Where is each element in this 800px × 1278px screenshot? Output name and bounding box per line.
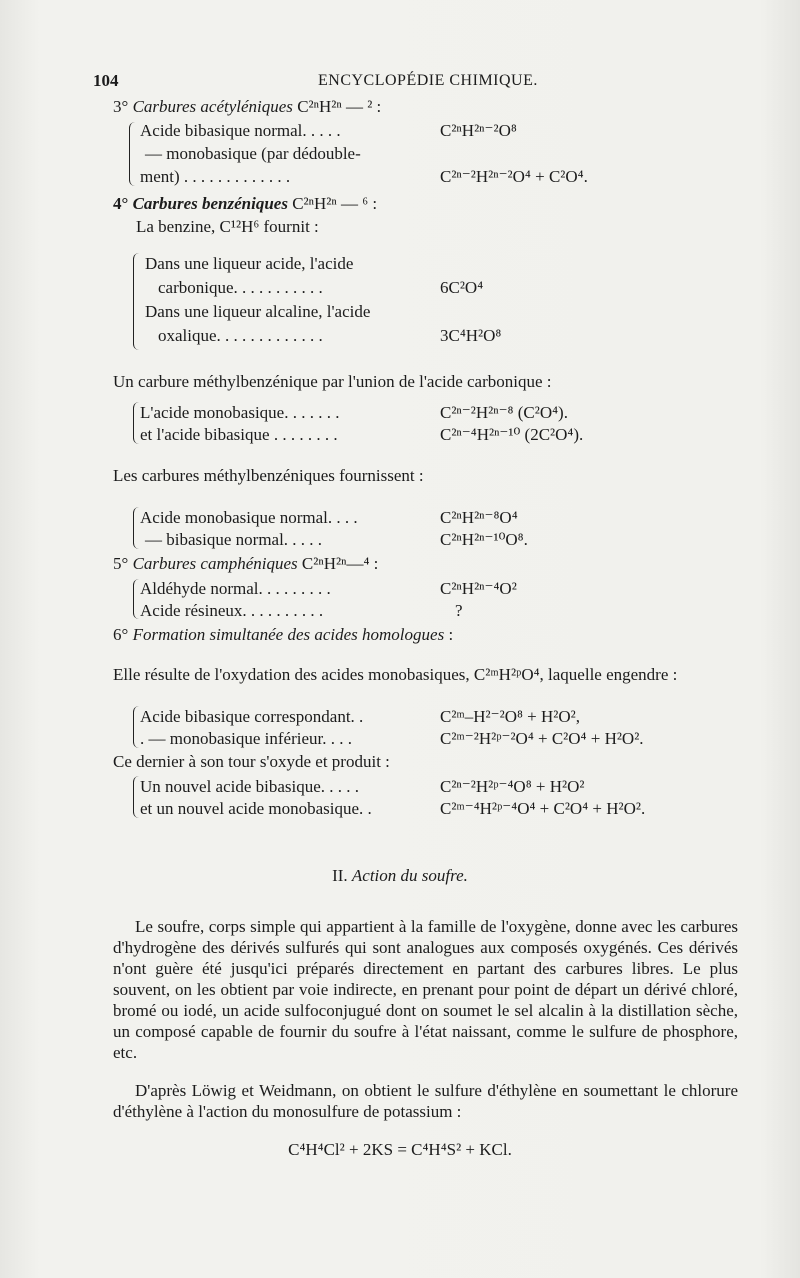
row-formula: C²ⁿH²ⁿ⁻⁸O⁴ — [440, 508, 518, 527]
brace — [133, 402, 140, 444]
intro-line: Elle résulte de l'oxydation des acides monobasiques, C²ᵐH²ᵖO⁴, laquelle engendre : — [113, 665, 678, 684]
brace — [133, 253, 140, 350]
row-label: Dans une liqueur alcaline, l'acide — [145, 302, 371, 321]
row-label: Aldéhyde normal. . . . . . . . . — [140, 579, 331, 598]
brace — [133, 776, 140, 818]
row-formula: 3C⁴H²O⁸ — [440, 326, 502, 345]
intro-line: Les carbures méthylbenzéniques fournissent : — [113, 466, 424, 485]
row-label: L'acide monobasique. . . . . . . — [140, 403, 340, 422]
section-6-number: 6° — [113, 625, 129, 644]
section-4-formula: C²ⁿH²ⁿ — ⁶ : — [292, 194, 378, 213]
section-6-title: Formation simultanée des acides homologues — [132, 625, 445, 644]
row-formula: C²ⁿH²ⁿ⁻¹⁰O⁸. — [440, 530, 528, 549]
row-label: — monobasique (par dédouble- — [145, 144, 361, 163]
row-formula: 6C²O⁴ — [440, 278, 484, 297]
brace — [133, 706, 140, 748]
section-3-heading — [113, 97, 381, 117]
section-4-title: Carbures benzéniques — [132, 194, 288, 213]
row-formula: C²ⁿ⁻²H²ⁿ⁻²O⁴ + C²O⁴. — [440, 167, 588, 186]
intro-line: Ce dernier à son tour s'oxyde et produit : — [113, 752, 390, 771]
running-title: ENCYCLOPÉDIE CHIMIQUE. — [318, 72, 538, 89]
row-formula: C²ⁿH²ⁿ⁻²O⁸ — [440, 121, 517, 140]
row-label: oxalique. . . . . . . . . . . . . — [158, 326, 323, 345]
section-5-formula: C²ⁿH²ⁿ—⁴ : — [301, 554, 379, 573]
section-2-title: Action du soufre. — [351, 866, 468, 885]
row-formula: C²ⁿ⁻⁴H²ⁿ⁻¹⁰ (2C²O⁴). — [440, 425, 584, 444]
section-2-heading — [0, 866, 800, 886]
section-5-number: 5° — [113, 554, 129, 573]
row-label: . — monobasique inférieur. . . . — [140, 729, 352, 748]
row-label: carbonique. . . . . . . . . . . — [158, 278, 323, 297]
brace — [133, 507, 140, 549]
row-formula: C²ᵐ⁻⁴H²ᵖ⁻⁴O⁴ + C²O⁴ + H²O². — [440, 799, 646, 818]
section-3-title: Carbures acétyléniques — [132, 97, 293, 116]
row-label: Dans une liqueur acide, l'acide — [145, 254, 354, 273]
row-label: — bibasique normal. . . . . — [145, 530, 323, 549]
row-formula: C²ⁿH²ⁿ⁻⁴O² — [440, 579, 517, 598]
section-4-heading — [113, 194, 377, 214]
paragraph: Le soufre, corps simple qui appartient à la famille de l'oxygène, donne avec les carbures d'hydrogène des dérivés sulfurés qui sont analogues aux composés oxygénés. Ces dérivés n'ont guère été jusqu'ici préparés directement en partant des carbures libres. Le plus souvent, on les obtient par voie indirecte, en prenant pour point de départ un dérivé chloré, bromé ou iodé, un acide sulfoconjugué dont on soumet le sel alcalin à la distillation sèche, un composé capable de fournir du soufre à l'état naissant, comme le sulfure de phosphore, etc. — [113, 917, 738, 1062]
intro-line: Un carbure méthylbenzénique par l'union de l'acide carbonique : — [113, 372, 552, 391]
section-5-heading — [113, 554, 378, 574]
section-3-formula: C²ⁿH²ⁿ — ² : — [297, 97, 382, 116]
row-label: Acide résineux. . . . . . . . . . — [140, 601, 324, 620]
row-formula: C²ⁿ⁻²H²ⁿ⁻⁸ (C²O⁴). — [440, 403, 568, 422]
brace — [129, 122, 136, 186]
section-6-heading — [113, 625, 453, 645]
row-label: et un nouvel acide monobasique. . — [140, 799, 372, 818]
section-6-colon: : — [444, 625, 454, 644]
section-4-number: 4° — [113, 194, 129, 213]
equation: C⁴H⁴Cl² + 2KS = C⁴H⁴S² + KCl. — [288, 1140, 512, 1159]
section-5-title: Carbures camphéniques — [132, 554, 298, 573]
row-label: Un nouvel acide bibasique. . . . . — [140, 777, 360, 796]
row-label: ment) . . . . . . . . . . . . . — [140, 167, 291, 186]
row-label: Acide bibasique normal. . . . . — [140, 121, 341, 140]
row-formula: C²ᵐ⁻²H²ᵖ⁻²O⁴ + C²O⁴ + H²O². — [440, 729, 644, 748]
section-3-number: 3° — [113, 97, 129, 116]
paragraph: D'après Löwig et Weidmann, on obtient le sulfure d'éthylène en soumettant le chlorure d'éthylène à l'action du monosulfure de potassium : — [113, 1081, 738, 1121]
row-label: et l'acide bibasique . . . . . . . . — [140, 425, 338, 444]
row-formula: C²ᵐ–H²⁻²O⁸ + H²O², — [440, 707, 580, 726]
row-formula: C²ⁿ⁻²H²ᵖ⁻⁴O⁸ + H²O² — [440, 777, 585, 796]
row-label: Acide monobasique normal. . . . — [140, 508, 358, 527]
section-2-numeral: II. — [332, 866, 348, 885]
brace — [133, 579, 140, 619]
page-number: 104 — [93, 71, 119, 90]
row-label: Acide bibasique correspondant. . — [140, 707, 364, 726]
row-formula: ? — [455, 601, 463, 620]
intro-line: La benzine, C¹²H⁶ fournit : — [136, 217, 319, 236]
